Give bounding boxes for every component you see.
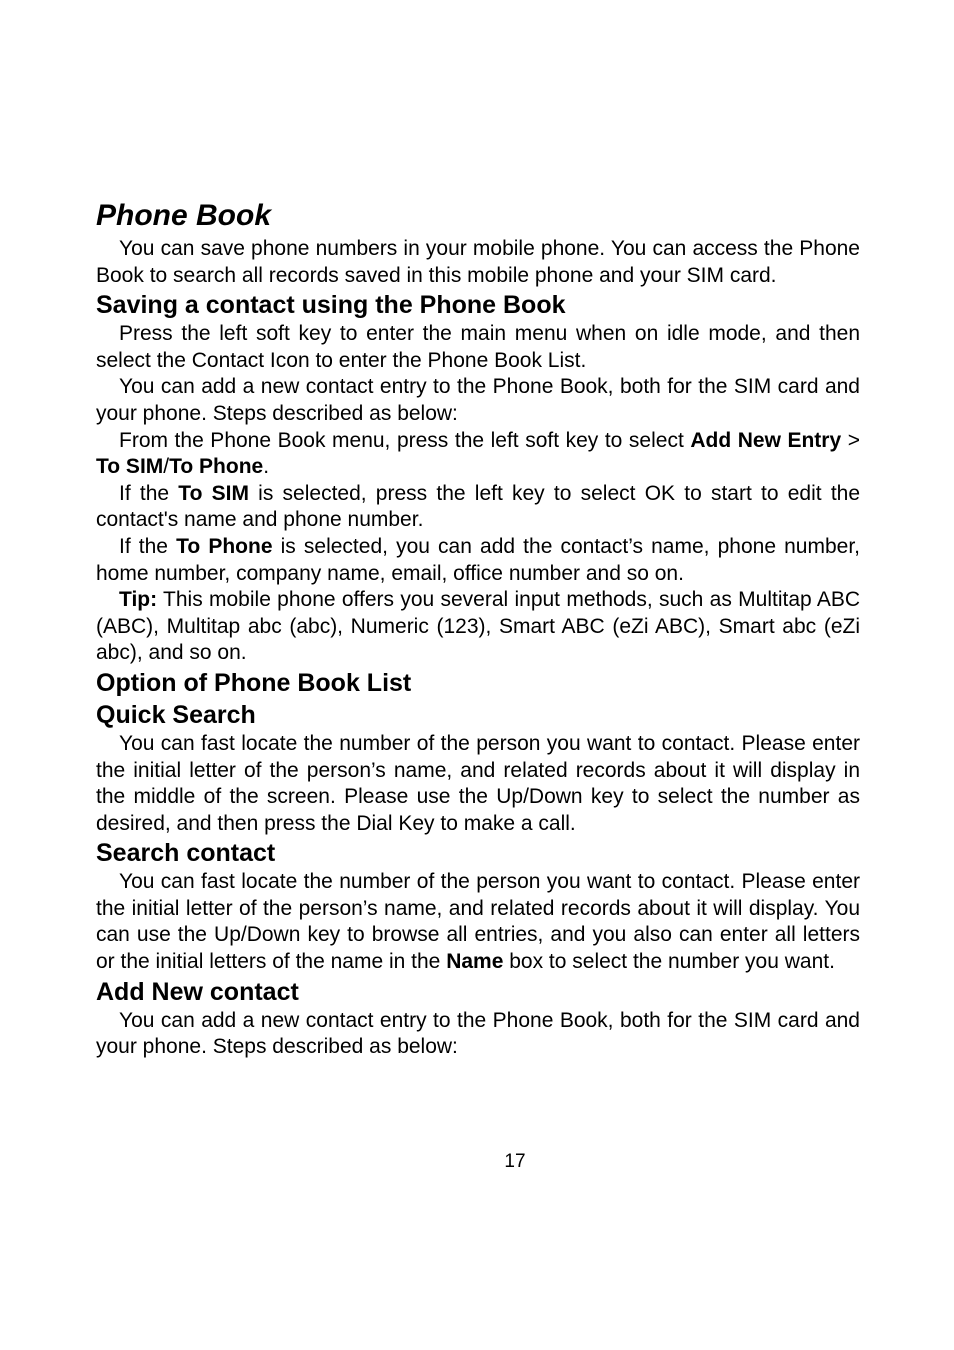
add-new-contact-heading: Add New contact	[96, 977, 299, 1006]
tip-label: Tip:	[119, 588, 158, 612]
page-number: 17	[504, 1151, 526, 1172]
name-box-term: Name	[446, 950, 504, 974]
page-content	[96, 196, 860, 1061]
saving-paragraph-2: You can add a new contact entry to the Phone Book, both for the SIM card and your phone. Steps described as below:	[96, 375, 860, 425]
saving-paragraph-1: Press the left soft key to enter the main menu when on idle mode, and then select the Contact Icon to enter the Phone Book List.	[96, 322, 860, 372]
intro-paragraph: You can save phone numbers in your mobile phone. You can access the Phone Book to search all records saved in this mobile phone and your SIM card.	[96, 237, 860, 287]
saving-paragraph-4: If the To SIM is selected, press the left key to select OK to start to edit the contact's name and phone number.	[96, 481, 861, 532]
tip-paragraph: Tip: This mobile phone offers you several input methods, such as Multitap ABC (ABC), Multitap abc (abc), Numeric (123), Smart ABC (eZi ABC), Smart abc (eZi abc), and so on.	[96, 588, 860, 665]
page-title: Phone Book	[96, 199, 272, 232]
search-contact-paragraph: You can fast locate the number of the person you want to contact. Please enter the initial letter of the person’s name, and related records about it will display. You can use the Up/Down key to browse all entries, and you also can enter all letters or the initial letters of the name in the Name box to select the number you want.	[96, 870, 860, 974]
to-phone-term: To Phone	[169, 455, 264, 479]
saving-paragraph-5: If the To Phone is selected, you can add the contact’s name, phone number, home number, company name, email, office number and so on.	[96, 534, 860, 585]
add-new-entry-term: Add New Entry	[690, 428, 842, 452]
search-contact-heading: Search contact	[96, 839, 276, 868]
quick-search-paragraph: You can fast locate the number of the person you want to contact. Please enter the initial letter of the person’s name, and related records about it will display in the middle of the screen. Please use the Up/Down key to select the number as desired, and then press the Dial Key to make a call.	[96, 731, 860, 835]
saving-paragraph-3: From the Phone Book menu, press the left soft key to select Add New Entry > To SIM/To Phone.	[96, 428, 860, 479]
options-heading: Option of Phone Book List	[96, 668, 412, 697]
quick-search-heading: Quick Search	[96, 700, 256, 729]
to-sim-term: To SIM	[96, 455, 164, 479]
saving-heading: Saving a contact using the Phone Book	[96, 291, 566, 320]
add-new-contact-paragraph: You can add a new contact entry to the Phone Book, both for the SIM card and your phone. Steps described as below:	[96, 1008, 860, 1059]
